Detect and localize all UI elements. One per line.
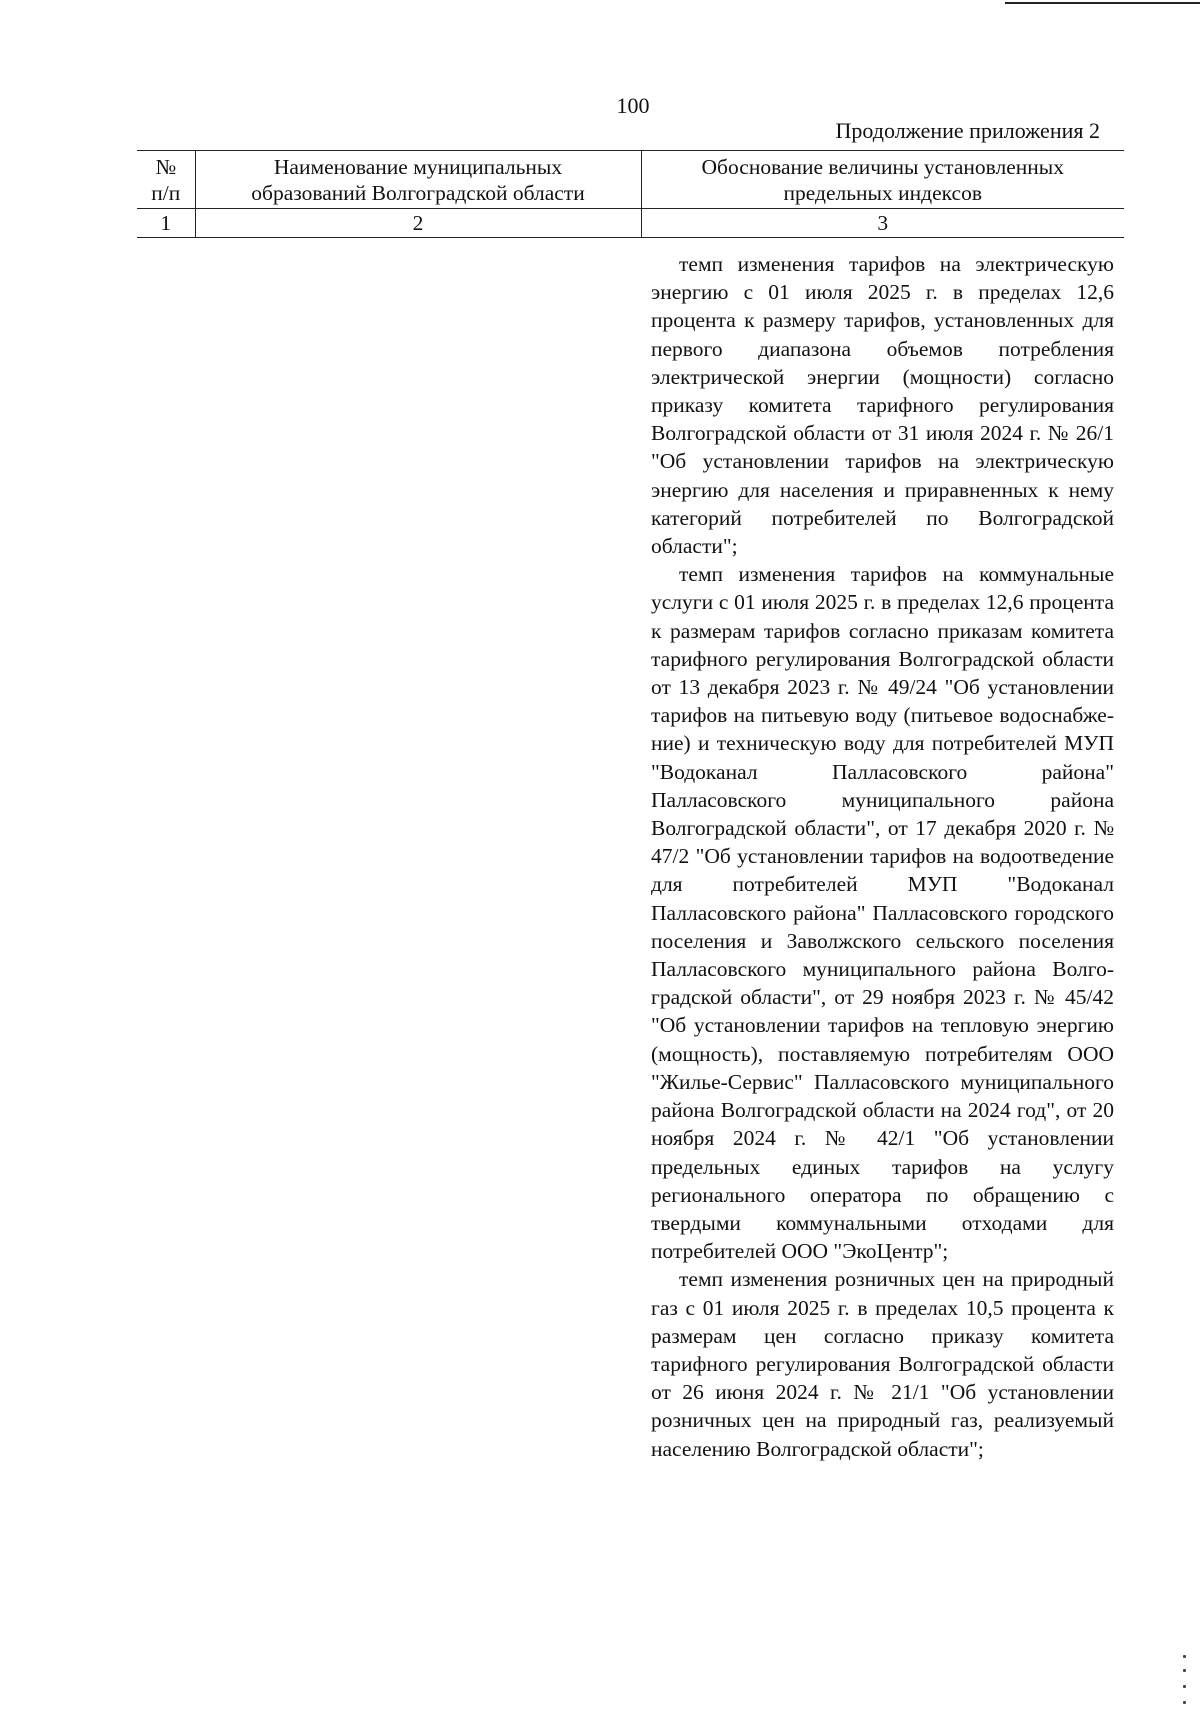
paragraph-gas-prices: темп изменения розничных цен на природный газ с 01 июля 2025 г. в пределах 10,5 процента к размерам цен согласно приказу комитета тарифного регулирования Волгоградской области от 26 июня 2024 г. № 21/1 "Об установлении розничных цен на природный газ, реализуемый населению Волгоградской области"; xyxy=(651,1267,1114,1461)
scan-specks xyxy=(1183,1655,1186,1705)
header-line: предельных индексов xyxy=(783,180,982,205)
header-cell-justification xyxy=(641,151,1124,209)
scan-edge-rule xyxy=(1005,2,1200,4)
header-cell-municipality xyxy=(195,151,641,209)
justification-column-text xyxy=(651,250,1114,1463)
column-number: 1 xyxy=(137,209,195,238)
page-number: 100 xyxy=(616,93,650,118)
header-line: образований Волгоградской области xyxy=(251,180,585,205)
header-line: № xyxy=(155,154,176,179)
column-number: 3 xyxy=(641,209,1124,238)
paragraph-electricity-tariffs: темп изменения тарифов на электрическую энергию с 01 июля 2025 г. в пределах 12,6 процента к размеру тарифов, установленных для первого диапазона объемов потребления электрической энергии (мощности) согласно приказу комитета тарифного регулирования Волгоградской области от 31 июля 2024 г. № 26/1 "Об установлении тарифов на электрическую энергию для населения и приравненных к нему категорий потребителей по Волгоградской области"; xyxy=(651,252,1114,559)
appendix-table-header xyxy=(137,150,1124,238)
paragraph-utility-tariffs: темп изменения тарифов на коммунальные услуги с 01 июля 2025 г. в пределах 12,6 процента к размерам тарифов согласно приказам комитета тарифного регулирования Волгоградской области от 13 декабря 2023 г. № 49/24 "Об установлении тарифов на питьевую воду (питьевое водоснабжение) и техническую воду для потребителей МУП "Водоканал Палласовского района" Палласовского муниципального района Волгоградской области", от 17 декабря 2020 г. № 47/2 "Об установлении тарифов на водоотведение для потребителей МУП "Водоканал Палласовского района" Палласовского городского поселения и Заволжского сельского поселения Палласовского муниципального района Волгоградской области", от 29 ноября 2023 г. № 45/42 "Об установлении тарифов на тепловую энергию (мощность), поставляемую потребителям ООО "Жилье-Сервис" Палласовского муниципального района Волгоградской области на 2024 год", от 20 ноября 2024 г. № 42/1 "Об установлении предельных единых тарифов на услугу регионального оператора по обращению с твердыми коммунальными отходами для потребителей ООО "ЭкоЦентр"; xyxy=(651,562,1114,1264)
appendix-continuation-note: Продолжение приложения 2 xyxy=(835,118,1100,143)
header-cell-number xyxy=(137,151,195,209)
header-line: п/п xyxy=(151,180,181,205)
column-number-row xyxy=(137,209,1124,238)
table-header-row xyxy=(137,151,1124,209)
column-number: 2 xyxy=(195,209,641,238)
header-line: Наименование муниципальных xyxy=(273,154,563,179)
header-line: Обоснование величины установленных xyxy=(701,154,1064,179)
